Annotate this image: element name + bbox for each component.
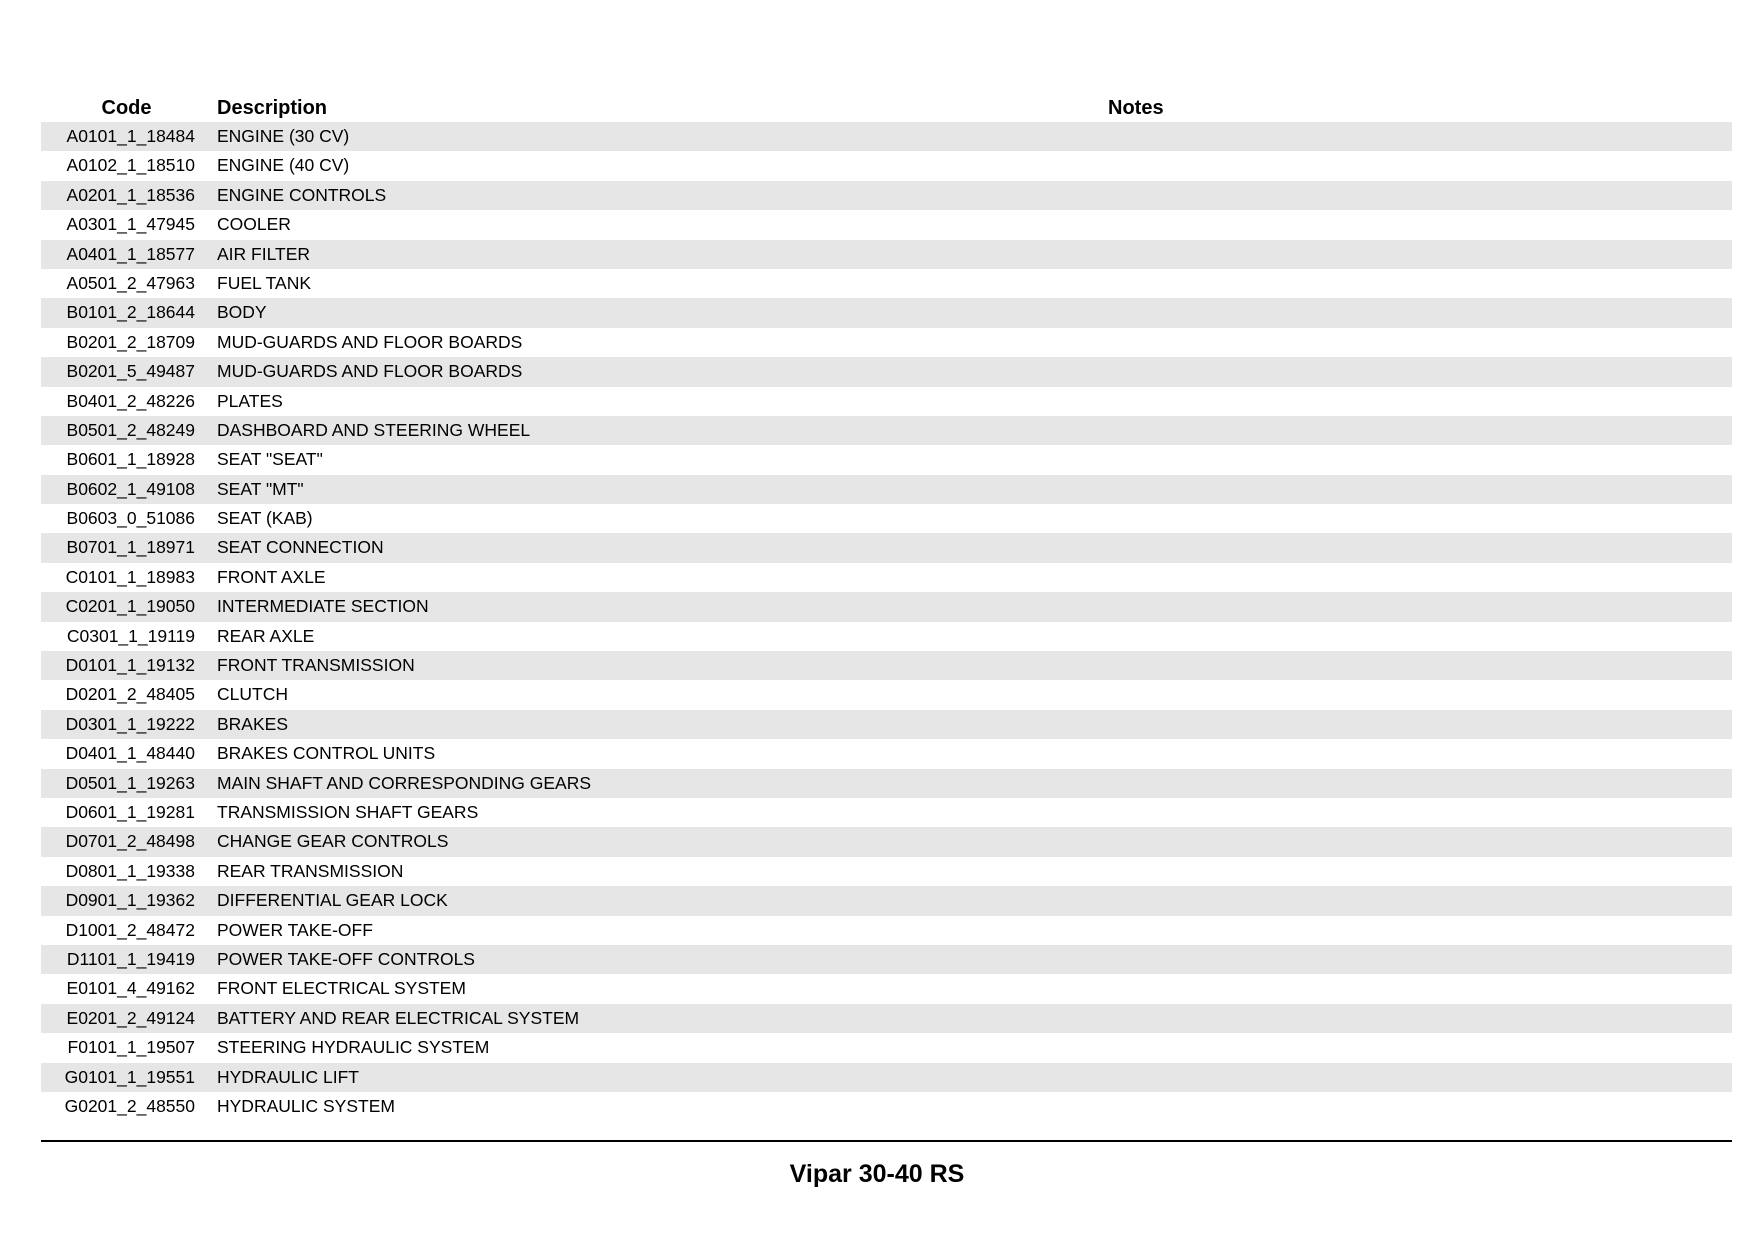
part-code[interactable]: D0501_1_19263	[65, 772, 195, 793]
table-row[interactable]	[41, 445, 1732, 474]
part-code[interactable]: F0101_1_19507	[67, 1037, 195, 1058]
table-row[interactable]	[41, 269, 1732, 298]
part-description[interactable]: TRANSMISSION SHAFT GEARS	[217, 801, 479, 822]
part-code[interactable]: B0201_5_49487	[66, 361, 195, 382]
part-description[interactable]: MUD-GUARDS AND FLOOR BOARDS	[217, 361, 523, 382]
part-description[interactable]: REAR TRANSMISSION	[217, 860, 404, 881]
table-row[interactable]	[41, 769, 1732, 798]
table-row[interactable]	[41, 1033, 1732, 1062]
part-description[interactable]: POWER TAKE-OFF CONTROLS	[217, 948, 475, 969]
part-description[interactable]: SEAT "SEAT"	[217, 449, 323, 470]
part-description[interactable]: MAIN SHAFT AND CORRESPONDING GEARS	[217, 772, 592, 793]
table-row[interactable]	[41, 475, 1732, 504]
table-row[interactable]	[41, 151, 1732, 180]
part-description[interactable]: ENGINE (40 CV)	[217, 155, 350, 176]
part-description[interactable]: FRONT ELECTRICAL SYSTEM	[217, 978, 466, 999]
table-row[interactable]	[41, 916, 1732, 945]
part-description[interactable]: INTERMEDIATE SECTION	[217, 596, 429, 617]
part-code[interactable]: D0401_1_48440	[65, 743, 195, 764]
part-description[interactable]: STEERING HYDRAULIC SYSTEM	[217, 1037, 490, 1058]
table-row[interactable]	[41, 651, 1732, 680]
part-code[interactable]: A0401_1_18577	[66, 243, 195, 264]
part-code[interactable]: D1101_1_19419	[66, 948, 195, 969]
part-description[interactable]: DIFFERENTIAL GEAR LOCK	[217, 890, 448, 911]
part-code[interactable]: E0101_4_49162	[66, 978, 195, 999]
table-row[interactable]	[41, 1092, 1732, 1121]
part-description[interactable]: AIR FILTER	[217, 243, 311, 264]
part-description[interactable]: ENGINE (30 CV)	[217, 126, 350, 146]
part-description[interactable]: COOLER	[217, 214, 291, 235]
footer-title: Vipar 30-40 RS	[789, 1160, 965, 1188]
part-code[interactable]: G0201_2_48550	[64, 1095, 195, 1116]
part-code[interactable]: A0102_1_18510	[66, 155, 195, 176]
notes-column-header: Notes	[1108, 97, 1164, 119]
part-code[interactable]: B0201_2_18709	[66, 331, 195, 352]
table-row[interactable]	[41, 974, 1732, 1003]
table-row[interactable]	[41, 592, 1732, 621]
part-code[interactable]: D0101_1_19132	[65, 655, 195, 676]
footer-divider	[41, 1140, 1732, 1142]
table-row[interactable]	[41, 827, 1732, 856]
table-row[interactable]	[41, 357, 1732, 386]
code-column-header: Code	[101, 97, 152, 119]
part-description[interactable]: MUD-GUARDS AND FLOOR BOARDS	[217, 331, 523, 352]
part-description[interactable]: HYDRAULIC LIFT	[217, 1066, 359, 1087]
part-code[interactable]: C0301_1_19119	[66, 625, 195, 646]
table-row[interactable]	[41, 1004, 1732, 1033]
part-description[interactable]: CHANGE GEAR CONTROLS	[217, 831, 449, 852]
table-row[interactable]	[41, 680, 1732, 709]
part-code[interactable]: A0201_1_18536	[66, 184, 195, 205]
part-code[interactable]: B0701_1_18971	[66, 537, 195, 558]
table-row[interactable]	[41, 387, 1732, 416]
part-code[interactable]: D0901_1_19362	[65, 890, 195, 911]
table-row[interactable]	[41, 504, 1732, 533]
part-code[interactable]: D0301_1_19222	[65, 713, 195, 734]
part-description[interactable]: REAR AXLE	[217, 625, 315, 646]
part-code[interactable]: B0601_1_18928	[66, 449, 195, 470]
part-code[interactable]: B0101_2_18644	[66, 302, 195, 323]
part-description[interactable]: SEAT (KAB)	[217, 508, 313, 529]
table-row[interactable]	[41, 710, 1732, 739]
part-code[interactable]: C0101_1_18983	[65, 566, 195, 587]
part-code[interactable]: D1001_2_48472	[65, 919, 195, 940]
table-row[interactable]	[41, 857, 1732, 886]
description-column-header: Description	[217, 97, 328, 119]
part-description[interactable]: BRAKES	[217, 713, 288, 734]
part-description[interactable]: DASHBOARD AND STEERING WHEEL	[217, 419, 531, 440]
table-row[interactable]	[41, 622, 1732, 651]
table-row[interactable]	[41, 416, 1732, 445]
part-description[interactable]: FRONT TRANSMISSION	[217, 655, 415, 676]
table-row[interactable]	[41, 798, 1732, 827]
table-row[interactable]	[41, 1063, 1732, 1092]
part-description[interactable]: POWER TAKE-OFF	[217, 919, 373, 940]
part-code[interactable]: B0603_0_51086	[66, 508, 195, 529]
part-description[interactable]: SEAT CONNECTION	[217, 537, 384, 558]
part-description[interactable]: FUEL TANK	[217, 272, 312, 293]
table-row[interactable]	[41, 533, 1732, 562]
part-code[interactable]: B0401_2_48226	[66, 390, 195, 411]
part-code[interactable]: D0801_1_19338	[65, 860, 195, 881]
table-row[interactable]	[41, 240, 1732, 269]
table-row[interactable]	[41, 886, 1732, 915]
part-code[interactable]: A0301_1_47945	[66, 214, 195, 235]
part-code[interactable]: D0201_2_48405	[65, 684, 195, 705]
table-row[interactable]	[41, 328, 1732, 357]
table-row[interactable]	[41, 298, 1732, 327]
table-row[interactable]	[41, 563, 1732, 592]
part-code[interactable]: G0101_1_19551	[64, 1066, 195, 1087]
table-row[interactable]	[41, 739, 1732, 768]
part-description[interactable]: BODY	[217, 302, 267, 323]
table-row[interactable]	[41, 210, 1732, 239]
part-description[interactable]: CLUTCH	[217, 684, 288, 705]
part-code[interactable]: D0601_1_19281	[65, 801, 195, 822]
part-code[interactable]: C0201_1_19050	[65, 596, 195, 617]
part-description[interactable]: BATTERY AND REAR ELECTRICAL SYSTEM	[217, 1007, 580, 1028]
part-code[interactable]: D0701_2_48498	[65, 831, 195, 852]
part-code[interactable]: E0201_2_49124	[66, 1007, 195, 1028]
part-code[interactable]: B0501_2_48249	[66, 419, 195, 440]
part-code[interactable]: B0602_1_49108	[66, 478, 195, 499]
part-description[interactable]: ENGINE CONTROLS	[217, 184, 387, 205]
table-row[interactable]	[41, 945, 1732, 974]
part-description[interactable]: SEAT "MT"	[217, 478, 304, 499]
parts-index-table	[41, 94, 1732, 1121]
table-row[interactable]	[41, 181, 1732, 210]
table-body	[41, 122, 1732, 1121]
part-description[interactable]: FRONT AXLE	[217, 566, 326, 587]
table-row[interactable]	[41, 122, 1732, 151]
part-description[interactable]: PLATES	[217, 390, 283, 411]
part-code[interactable]: A0101_1_18484	[66, 126, 195, 146]
part-code[interactable]: A0501_2_47963	[66, 272, 195, 293]
part-description[interactable]: BRAKES CONTROL UNITS	[217, 743, 436, 764]
table-header-row	[41, 94, 1732, 122]
part-description[interactable]: HYDRAULIC SYSTEM	[217, 1095, 395, 1116]
